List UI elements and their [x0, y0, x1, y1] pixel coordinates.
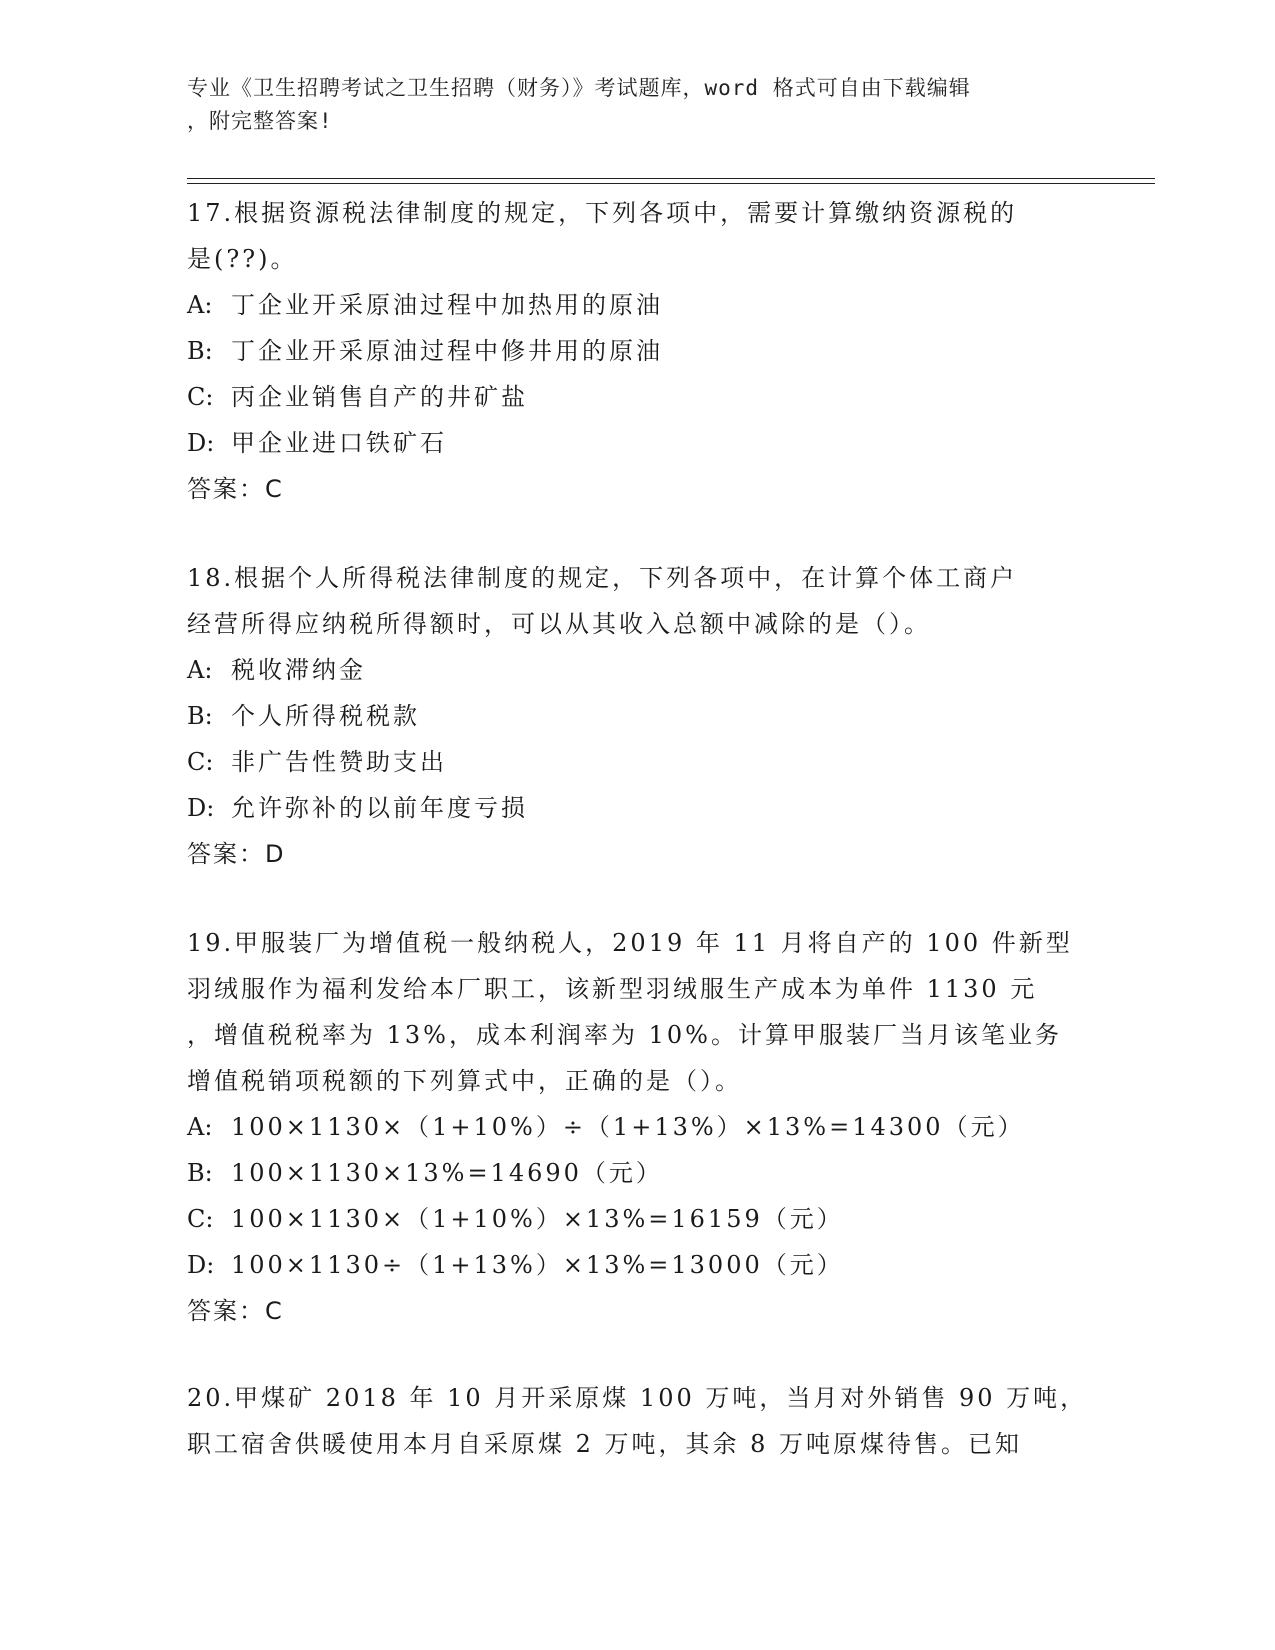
- option-text: 甲企业进口铁矿石: [231, 429, 447, 457]
- option-d: [187, 420, 1087, 466]
- option-a: [187, 1104, 1087, 1150]
- option-text: 100×1130×（1+10%）×13%=16159（元）: [231, 1205, 844, 1233]
- question-stem-line: ，增值税税率为 13%，成本利润率为 10%。计算甲服装厂当月该笔业务: [187, 1021, 1062, 1049]
- option-key: C:: [187, 748, 214, 776]
- option-d: [187, 1242, 1087, 1288]
- header-divider-top: [187, 178, 1155, 179]
- question-19: [187, 920, 1087, 1334]
- option-key: B:: [187, 337, 213, 365]
- question-stem-line: 18.根据个人所得税法律制度的规定，下列各项中，在计算个体工商户: [187, 564, 1018, 592]
- question-stem-line: 职工宿舍供暖使用本月自采原煤 2 万吨，其余 8 万吨原煤待售。已知: [187, 1430, 1023, 1458]
- question-stem-line: 20.甲煤矿 2018 年 10 月开采原煤 100 万吨，当月对外销售 90 万吨，: [187, 1384, 1088, 1412]
- document-header: [187, 72, 1067, 138]
- header-line-2: ，附完整答案!: [187, 109, 333, 133]
- option-text: 税收滞纳金: [231, 656, 366, 684]
- question-stem-line: 19.甲服装厂为增值税一般纳税人，2019 年 11 月将自产的 100 件新型: [187, 929, 1073, 957]
- question-20: [187, 1375, 1087, 1467]
- question-stem-line: 是(??)。: [187, 245, 298, 273]
- option-text: 非广告性赞助支出: [231, 748, 447, 776]
- answer-line: 答案：C: [187, 1297, 284, 1325]
- option-key: D:: [187, 429, 215, 457]
- question-stem-line: 经营所得应纳税所得额时，可以从其收入总额中减除的是（）。: [187, 610, 931, 638]
- option-text: 100×1130÷（1+13%）×13%=13000（元）: [231, 1251, 844, 1279]
- option-text: 个人所得税税款: [231, 702, 420, 730]
- header-divider-bottom: [187, 183, 1155, 184]
- option-a: [187, 282, 1087, 328]
- option-key: A:: [187, 1113, 213, 1141]
- option-b: [187, 328, 1087, 374]
- option-key: C:: [187, 383, 214, 411]
- option-c: [187, 374, 1087, 420]
- option-text: 100×1130×（1+10%）÷（1+13%）×13%=14300（元）: [231, 1113, 1025, 1141]
- option-text: 丁企业开采原油过程中加热用的原油: [231, 291, 663, 319]
- option-d: [187, 785, 1087, 831]
- option-text: 丁企业开采原油过程中修井用的原油: [231, 337, 663, 365]
- answer-line: 答案：D: [187, 840, 286, 868]
- question-stem-line: 羽绒服作为福利发给本厂职工，该新型羽绒服生产成本为单件 1130 元: [187, 975, 1038, 1003]
- option-key: B:: [187, 1159, 213, 1187]
- option-key: D:: [187, 794, 215, 822]
- option-text: 允许弥补的以前年度亏损: [231, 794, 528, 822]
- option-key: C:: [187, 1205, 214, 1233]
- header-line-1: 专业《卫生招聘考试之卫生招聘（财务）》考试题库，word 格式可自由下载编辑: [187, 76, 971, 100]
- option-b: [187, 693, 1087, 739]
- option-c: [187, 739, 1087, 785]
- option-key: D:: [187, 1251, 215, 1279]
- option-c: [187, 1196, 1087, 1242]
- option-text: 100×1130×13%=14690（元）: [231, 1159, 663, 1187]
- answer-line: 答案：C: [187, 475, 284, 503]
- option-key: A:: [187, 291, 213, 319]
- question-18: [187, 555, 1087, 877]
- question-17: [187, 190, 1087, 512]
- option-key: B:: [187, 702, 213, 730]
- question-stem-line: 增值税销项税额的下列算式中，正确的是（）。: [187, 1067, 742, 1095]
- option-a: [187, 647, 1087, 693]
- option-b: [187, 1150, 1087, 1196]
- option-text: 丙企业销售自产的井矿盐: [231, 383, 528, 411]
- option-key: A:: [187, 656, 213, 684]
- question-stem-line: 17.根据资源税法律制度的规定，下列各项中，需要计算缴纳资源税的: [187, 199, 1018, 227]
